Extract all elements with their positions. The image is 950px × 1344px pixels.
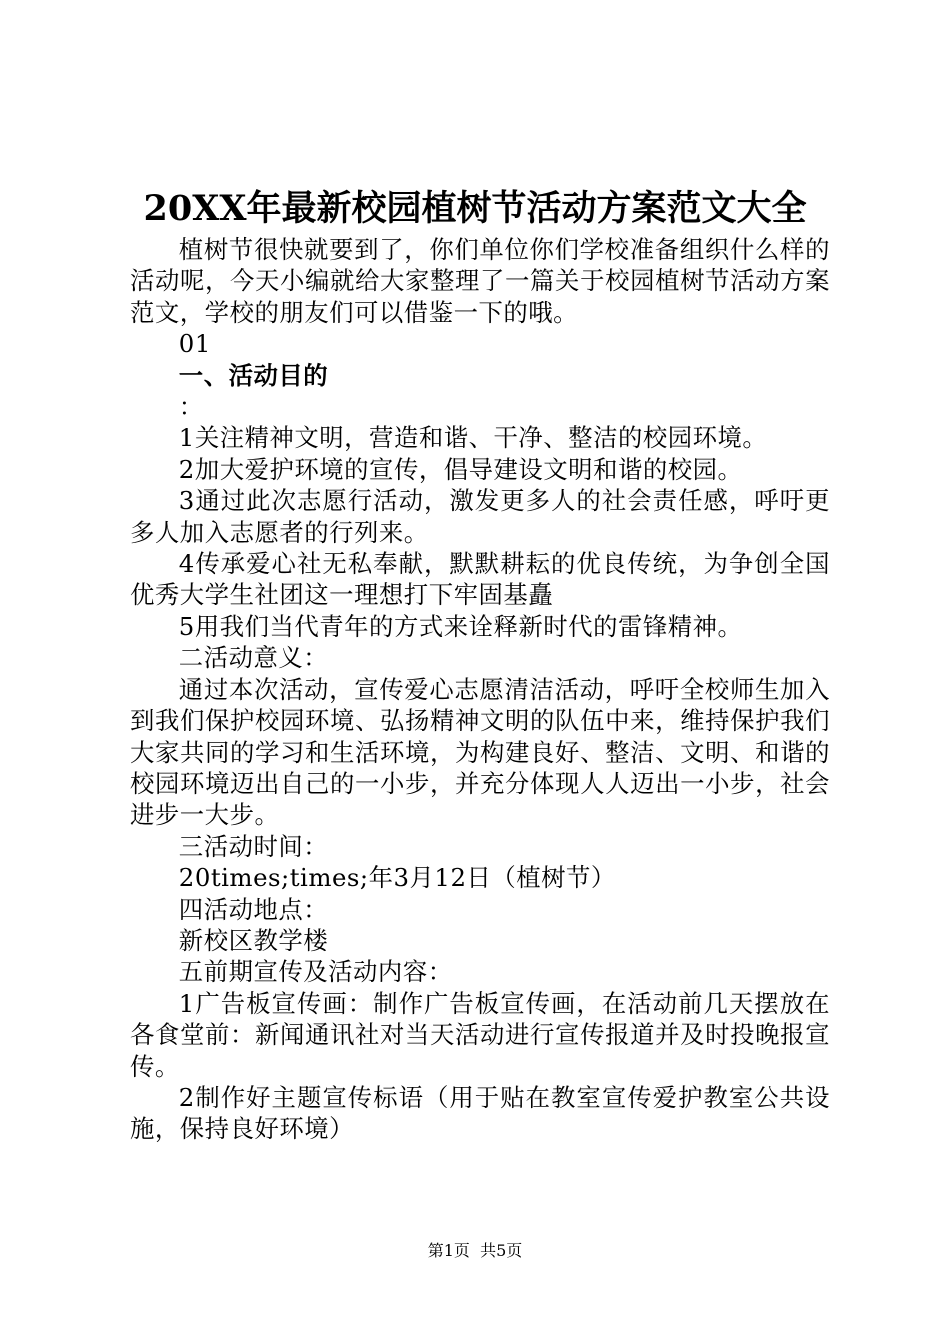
list-item-publicity-2: 2制作好主题宣传标语（用于贴在教室宣传爱护教室公共设施，保持良好环境） bbox=[130, 1082, 830, 1144]
paragraph-intro: 植树节很快就要到了，你们单位你们学校准备组织什么样的活动呢，今天小编就给大家整理了一篇关于校园植树节活动方案范文，学校的朋友们可以借鉴一下的哦。 bbox=[130, 235, 830, 327]
heading-activity-purpose: 一、活动目的 bbox=[178, 360, 329, 390]
list-item-purpose-5: 5用我们当代青年的方式来诠释新时代的雷锋精神。 bbox=[178, 611, 743, 641]
page-footer bbox=[0, 1240, 950, 1262]
list-item-purpose-4: 4传承爱心社无私奉献，默默耕耘的优良传统，为争创全国优秀大学生社团这一理想打下牢固基矗 bbox=[130, 549, 830, 610]
document-title: 20XX年最新校园植树节活动方案范文大全 bbox=[143, 188, 807, 229]
list-item-purpose-3: 3通过此次志愿行活动，激发更多人的社会责任感，呼吁更多人加入志愿者的行列来。 bbox=[130, 486, 830, 547]
page-total: 共5页 bbox=[480, 1241, 523, 1260]
paragraph-activity-location: 新校区教学楼 bbox=[178, 925, 329, 955]
paragraph-section-number: 01 bbox=[178, 329, 211, 359]
list-item-purpose-2: 2加大爱护环境的宣传，倡导建设文明和谐的校园。 bbox=[178, 454, 743, 484]
list-item-publicity-1: 1广告板宣传画：制作广告板宣传画，在活动前几天摆放在各食堂前：新闻通讯社对当天活动进行宣传报道并及时投晚报宣传。 bbox=[130, 988, 830, 1081]
paragraph-colon: ： bbox=[178, 392, 204, 422]
paragraph-activity-time: 20times;times;年3月12日（植树节） bbox=[178, 863, 616, 893]
list-item-purpose-1: 1关注精神文明，营造和谐、干净、整洁的校园环境。 bbox=[178, 423, 768, 453]
footer-spacer bbox=[470, 1241, 480, 1260]
heading-activity-significance: 二活动意义： bbox=[178, 643, 329, 673]
heading-activity-location: 四活动地点： bbox=[178, 894, 329, 924]
heading-publicity-content: 五前期宣传及活动内容： bbox=[178, 957, 453, 987]
page-number: 第1页 bbox=[427, 1241, 470, 1260]
paragraph-significance: 通过本次活动，宣传爱心志愿清洁活动，呼吁全校师生加入到我们保护校园环境、弘扬精神文明的队伍中来，维持保护我们大家共同的学习和生活环境，为构建良好、整洁、文明、和谐的校园环境迈出自己的一小步，并充分体现人人迈出一小步，社会进步一大步。 bbox=[130, 674, 830, 830]
heading-activity-time: 三活动时间： bbox=[178, 831, 329, 861]
document-body bbox=[130, 234, 830, 1145]
